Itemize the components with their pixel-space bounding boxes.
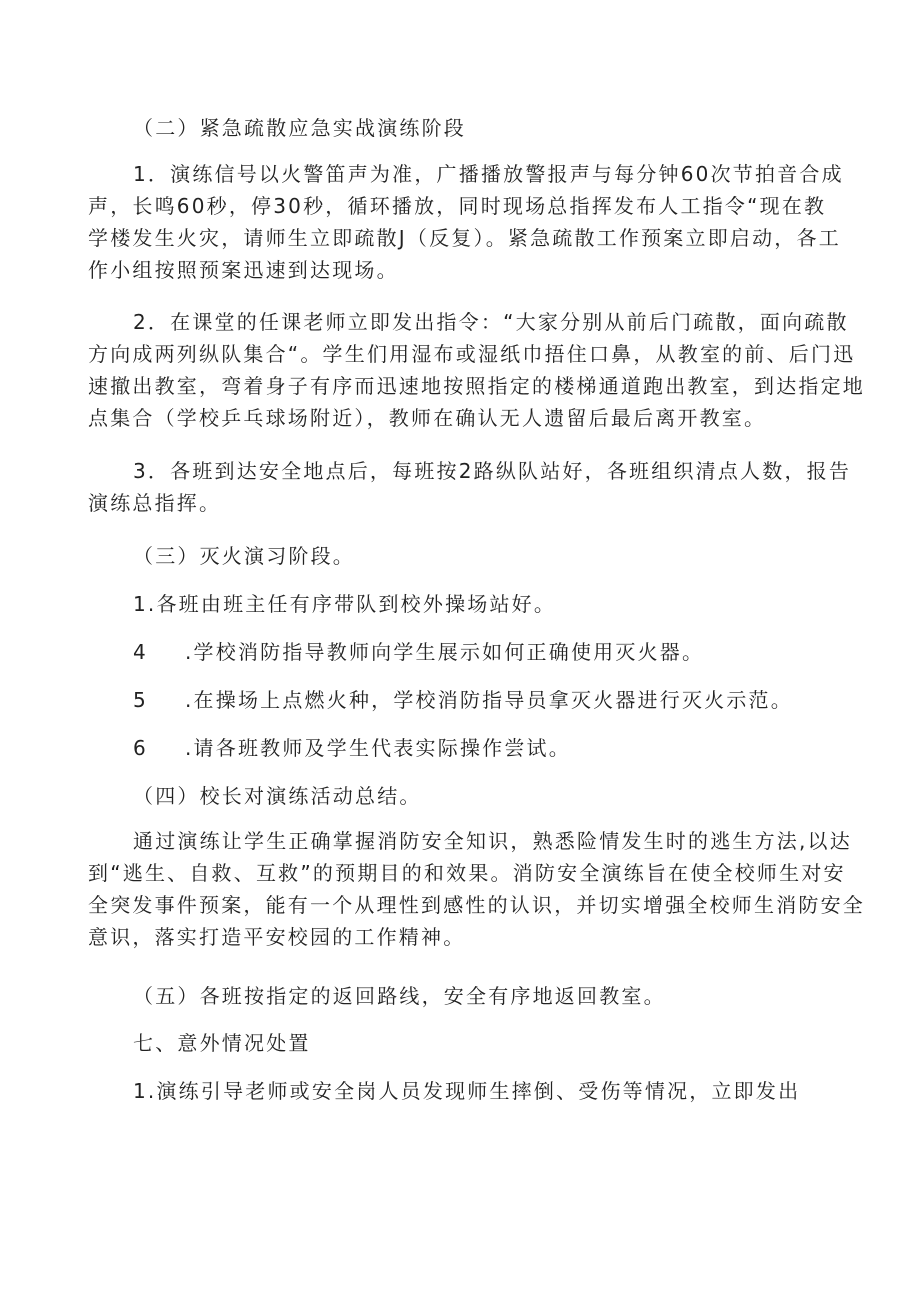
fire-item-6-number: 6	[133, 736, 148, 760]
item-1-line-4: 作小组按照预案迅速到达现场。	[88, 258, 399, 282]
paragraph-item-2	[88, 306, 865, 434]
summary-line-2: 到“逃生、自救、互救”的预期目的和效果。消防安全演练旨在使全校师生对安	[88, 861, 846, 885]
item-2-line-4: 点集合（学校乒乓球场附近），教师在确认无人遗留后最后离开教室。	[88, 406, 767, 430]
item-2-line-2: 方向成两列纵队集合“。学生们用湿布或湿纸巾捂住口鼻，从教室的前、后门迅	[88, 342, 856, 366]
incident-item-1: 1.演练引导老师或安全岗人员发现师生摔倒、受伤等情况，立即发出	[133, 1079, 801, 1103]
item-3-line-1: 3．各班到达安全地点后，每班按2路纵队站好，各班组织清点人数，报告	[133, 459, 852, 483]
fire-item-6	[133, 732, 571, 764]
summary-line-3: 全突发事件预案，能有一个从理性到感性的认识，并切实增强全校师生消防安全	[88, 893, 865, 917]
summary-paragraph	[88, 825, 865, 953]
fire-item-4-number: 4	[133, 640, 148, 664]
section-4-heading: （四）校长对演练活动总结。	[133, 784, 422, 808]
fire-item-4	[133, 636, 704, 668]
summary-line-1: 通过演练让学生正确掌握消防安全知识，熟悉险情发生时的逃生方法,以达	[133, 829, 852, 853]
fire-item-5-text: .在操场上点燃火种，学校消防指导员拿灭火器进行灭火示范。	[185, 688, 793, 712]
section-7-heading: 七、意外情况处置	[133, 1031, 311, 1055]
item-1-line-3: 学楼发生火灾，请师生立即疏散J（反复）。紧急疏散工作预案立即启动，各工	[88, 226, 841, 250]
paragraph-item-1	[88, 158, 844, 286]
item-3-line-2: 演练总指挥。	[88, 491, 222, 515]
section-3-heading: （三）灭火演习阶段。	[133, 544, 355, 568]
item-1-line-2: 声，长鸣60秒，停30秒，循环播放，同时现场总指挥发布人工指令“现在教	[88, 194, 827, 218]
fire-item-5-number: 5	[133, 688, 148, 712]
section-2-heading: （二）紧急疏散应急实战演练阶段	[133, 116, 466, 140]
summary-line-4: 意识，落实打造平安校园的工作精神。	[88, 925, 466, 949]
item-1-line-1: 1．演练信号以火警笛声为准，广播播放警报声与每分钟60次节拍音合成	[133, 162, 844, 186]
fire-item-6-text: .请各班教师及学生代表实际操作尝试。	[185, 736, 571, 760]
paragraph-item-3	[88, 455, 852, 519]
item-2-line-1: 2．在课堂的任课老师立即发出指令：“大家分别从前后门疏散，面向疏散	[133, 310, 849, 334]
section-5-heading: （五）各班按指定的返回路线，安全有序地返回教室。	[133, 984, 666, 1008]
fire-item-4-text: .学校消防指导教师向学生展示如何正确使用灭火器。	[185, 640, 705, 664]
fire-item-1: 1.各班由班主任有序带队到校外操场站好。	[133, 592, 557, 616]
item-2-line-3: 速撤出教室，弯着身子有序而迅速地按照指定的楼梯通道跑出教室，到达指定地	[88, 374, 865, 398]
fire-item-5	[133, 684, 793, 716]
